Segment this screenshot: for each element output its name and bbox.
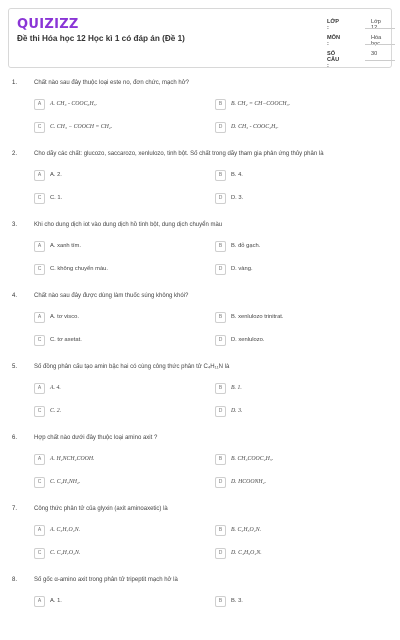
option-text: A. CH₃ - COOC₆H₅. (50, 101, 98, 107)
option-letter-box: B (215, 454, 226, 465)
question-number: 7. (12, 506, 18, 512)
option-text: A. 4. (50, 385, 61, 391)
quizizz-logo: QUIZIZZ (17, 17, 79, 32)
meta-value: Hóa học (371, 35, 382, 47)
meta-divider (365, 44, 395, 45)
option-letter-box: A (34, 383, 45, 394)
question-number: 1. (12, 80, 18, 86)
option-letter-box: C (34, 406, 45, 417)
option-text: A. C₃H₇O₂N. (50, 527, 81, 533)
question-text: Chất nào sau đây được dùng làm thuốc súng không khói? (34, 293, 189, 299)
option-text: B. xenlulozo trinitrat. (231, 314, 284, 320)
option-text: C. không chuyển màu. (50, 266, 109, 272)
option-letter-box: B (215, 312, 226, 323)
option-text: D. 3. (231, 408, 243, 414)
option-letter-box: B (215, 596, 226, 607)
option-letter-box: D (215, 335, 226, 346)
option-letter-box: B (215, 99, 226, 110)
option-letter-box: A (34, 241, 45, 252)
question-text: Khi cho dung dịch iot vào dung dịch hồ tinh bột, dung dịch chuyển màu (34, 222, 223, 228)
option-text: A. tơ visco. (50, 314, 79, 320)
question-item (0, 214, 400, 285)
question-number: 6. (12, 435, 18, 441)
question-item (0, 143, 400, 214)
question-text: Công thức phân tử của glyxin (axit aminoaxetic) là (34, 506, 168, 512)
option-letter-box: A (34, 99, 45, 110)
option-text: B. C₂H₅O₂N. (231, 527, 262, 533)
option-text: D. HCOONH₄. (231, 479, 267, 485)
option-letter-box: C (34, 335, 45, 346)
option-letter-box: B (215, 170, 226, 181)
option-text: D. C₄H₉O₂N. (231, 550, 262, 556)
option-letter-box: D (215, 193, 226, 204)
option-text: C. C₂H₇O₂N. (50, 550, 81, 556)
option-text: A. xanh tím. (50, 243, 81, 249)
option-letter-box: B (215, 525, 226, 536)
meta-value: 30 (371, 51, 378, 57)
option-text: D. 3. (231, 195, 244, 201)
question-number: 4. (12, 293, 18, 299)
option-letter-box: B (215, 383, 226, 394)
option-letter-box: A (34, 454, 45, 465)
option-letter-box: A (34, 170, 45, 181)
question-number: 3. (12, 222, 18, 228)
option-text: B. CH₃COOC₂H₅. (231, 456, 274, 462)
option-letter-box: D (215, 264, 226, 275)
option-letter-box: D (215, 122, 226, 133)
option-text: B. đỏ gạch. (231, 243, 261, 249)
option-text: C. C₂H₅NH₂. (50, 479, 81, 485)
option-text: C. tơ axetat. (50, 337, 82, 343)
question-list (0, 72, 400, 640)
option-text: C. 1. (50, 195, 63, 201)
option-text: B. 3. (231, 598, 243, 604)
option-text: A. 1. (50, 598, 62, 604)
option-text: D. xenlulozo. (231, 337, 265, 343)
question-number: 8. (12, 577, 18, 583)
question-text: Số đồng phân cấu tạo amin bậc hai có cùng công thức phân tử C₄H₁₁N là (34, 364, 230, 370)
option-letter-box: D (215, 477, 226, 488)
option-letter-box: C (34, 477, 45, 488)
option-text: A. H₂NCH₂COOH. (50, 456, 95, 462)
option-letter-box: A (34, 596, 45, 607)
question-item (0, 72, 400, 143)
meta-label: SỐ CÂU : (327, 51, 340, 69)
meta-label: LỚP : (327, 19, 339, 31)
question-text: Chất nào sau đây thuộc loại este no, đơn chức, mạch hở? (34, 80, 189, 86)
option-letter-box: D (215, 406, 226, 417)
question-text: Cho dãy các chất: glucozo, saccarozo, xenlulozo, tinh bột. Số chất trong dãy tham gia phản ứng thủy phân là (34, 151, 324, 157)
question-number: 2. (12, 151, 18, 157)
option-letter-box: A (34, 312, 45, 323)
option-text: C. 2. (50, 408, 62, 414)
question-item (0, 498, 400, 569)
option-letter-box: B (215, 241, 226, 252)
option-letter-box: C (34, 548, 45, 559)
meta-divider (365, 28, 395, 29)
option-text: D. CH₃ - COOC₂H₅. (231, 124, 279, 130)
option-text: C. CH₃ − COOCH = CH₂. (50, 124, 113, 130)
question-text: Hợp chất nào dưới đây thuộc loại amino axit ? (34, 435, 158, 441)
option-letter-box: D (215, 548, 226, 559)
option-text: D. vàng. (231, 266, 253, 272)
option-letter-box: C (34, 122, 45, 133)
question-item (0, 569, 400, 640)
worksheet-title: Đề thi Hóa học 12 Học kì 1 có đáp án (Đề 1) (17, 34, 185, 43)
question-number: 5. (12, 364, 18, 370)
option-letter-box: A (34, 525, 45, 536)
meta-value: Lớp 12 (371, 19, 381, 31)
question-item (0, 427, 400, 498)
option-text: B. 4. (231, 172, 243, 178)
question-item (0, 285, 400, 356)
option-letter-box: C (34, 264, 45, 275)
option-text: B. 1. (231, 385, 242, 391)
question-item (0, 356, 400, 427)
option-text: B. CH₂ = CH−COOCH₃. (231, 101, 291, 107)
meta-label: MÔN : (327, 35, 341, 47)
question-text: Số gốc α-amino axit trong phân tử tripeptit mạch hở là (34, 577, 178, 583)
worksheet-header (8, 8, 392, 68)
option-text: A. 2. (50, 172, 62, 178)
meta-divider (365, 60, 395, 61)
option-letter-box: C (34, 193, 45, 204)
